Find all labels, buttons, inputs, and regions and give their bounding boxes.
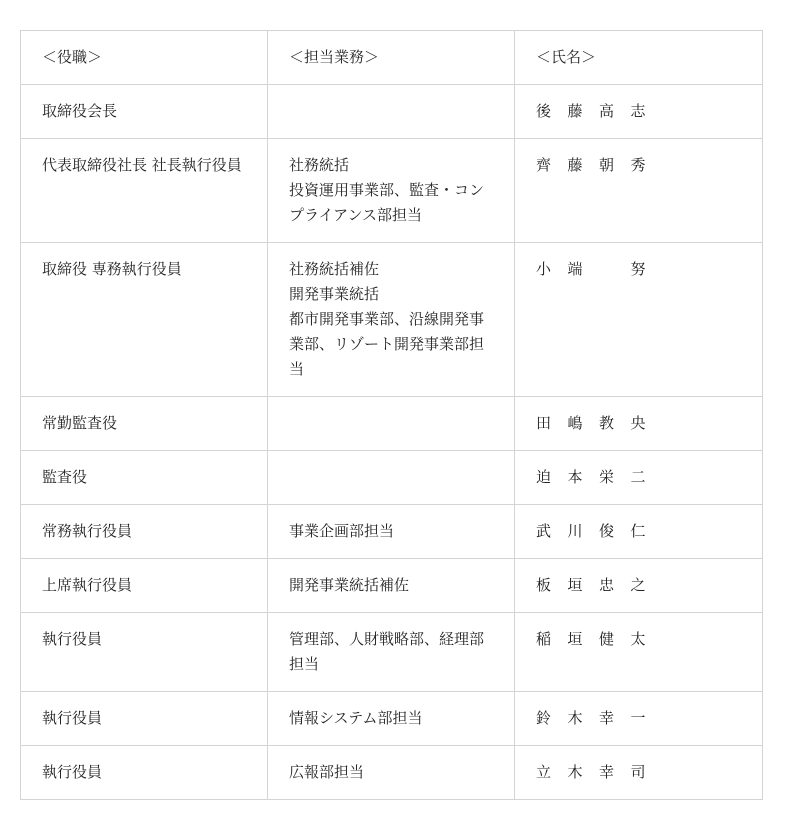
duty-cell: 社務統括 投資運用事業部、監査・コンプライアンス部担当 (268, 139, 515, 243)
table-header (21, 31, 763, 85)
position-cell: 取締役会長 (21, 85, 268, 139)
duty-cell: 開発事業統括補佐 (268, 559, 515, 613)
name-cell: 稲 垣 健 太 (515, 613, 763, 692)
duty-cell: 事業企画部担当 (268, 505, 515, 559)
name-cell: 後 藤 高 志 (515, 85, 763, 139)
name-cell: 小 端 努 (515, 243, 763, 397)
name-cell: 鈴 木 幸 一 (515, 692, 763, 746)
duty-cell: 管理部、人財戦略部、経理部担当 (268, 613, 515, 692)
name-cell: 武 川 俊 仁 (515, 505, 763, 559)
position-cell: 常務執行役員 (21, 505, 268, 559)
position-cell: 代表取締役社長 社長執行役員 (21, 139, 268, 243)
position-cell: 執行役員 (21, 746, 268, 800)
table-row (21, 451, 763, 505)
header-duty: ＜担当業務＞ (268, 31, 515, 85)
duty-cell: 広報部担当 (268, 746, 515, 800)
position-cell: 取締役 専務執行役員 (21, 243, 268, 397)
table-row (21, 397, 763, 451)
name-cell: 板 垣 忠 之 (515, 559, 763, 613)
table-row (21, 243, 763, 397)
duty-cell (268, 85, 515, 139)
officers-table (20, 30, 763, 800)
position-cell: 監査役 (21, 451, 268, 505)
name-cell: 立 木 幸 司 (515, 746, 763, 800)
table-body (21, 85, 763, 800)
duty-cell (268, 397, 515, 451)
header-name: ＜氏名＞ (515, 31, 763, 85)
header-position: ＜役職＞ (21, 31, 268, 85)
duty-cell: 情報システム部担当 (268, 692, 515, 746)
position-cell: 執行役員 (21, 692, 268, 746)
duty-cell: 社務統括補佐 開発事業統括 都市開発事業部、沿線開発事業部、リゾート開発事業部担当 (268, 243, 515, 397)
table-row (21, 559, 763, 613)
table-row (21, 692, 763, 746)
name-cell: 迫 本 栄 二 (515, 451, 763, 505)
position-cell: 上席執行役員 (21, 559, 268, 613)
header-row (21, 31, 763, 85)
table-row (21, 85, 763, 139)
duty-cell (268, 451, 515, 505)
table-row (21, 746, 763, 800)
position-cell: 常勤監査役 (21, 397, 268, 451)
name-cell: 田 嶋 教 央 (515, 397, 763, 451)
table-row (21, 505, 763, 559)
position-cell: 執行役員 (21, 613, 268, 692)
table-row (21, 139, 763, 243)
table-row (21, 613, 763, 692)
name-cell: 齊 藤 朝 秀 (515, 139, 763, 243)
